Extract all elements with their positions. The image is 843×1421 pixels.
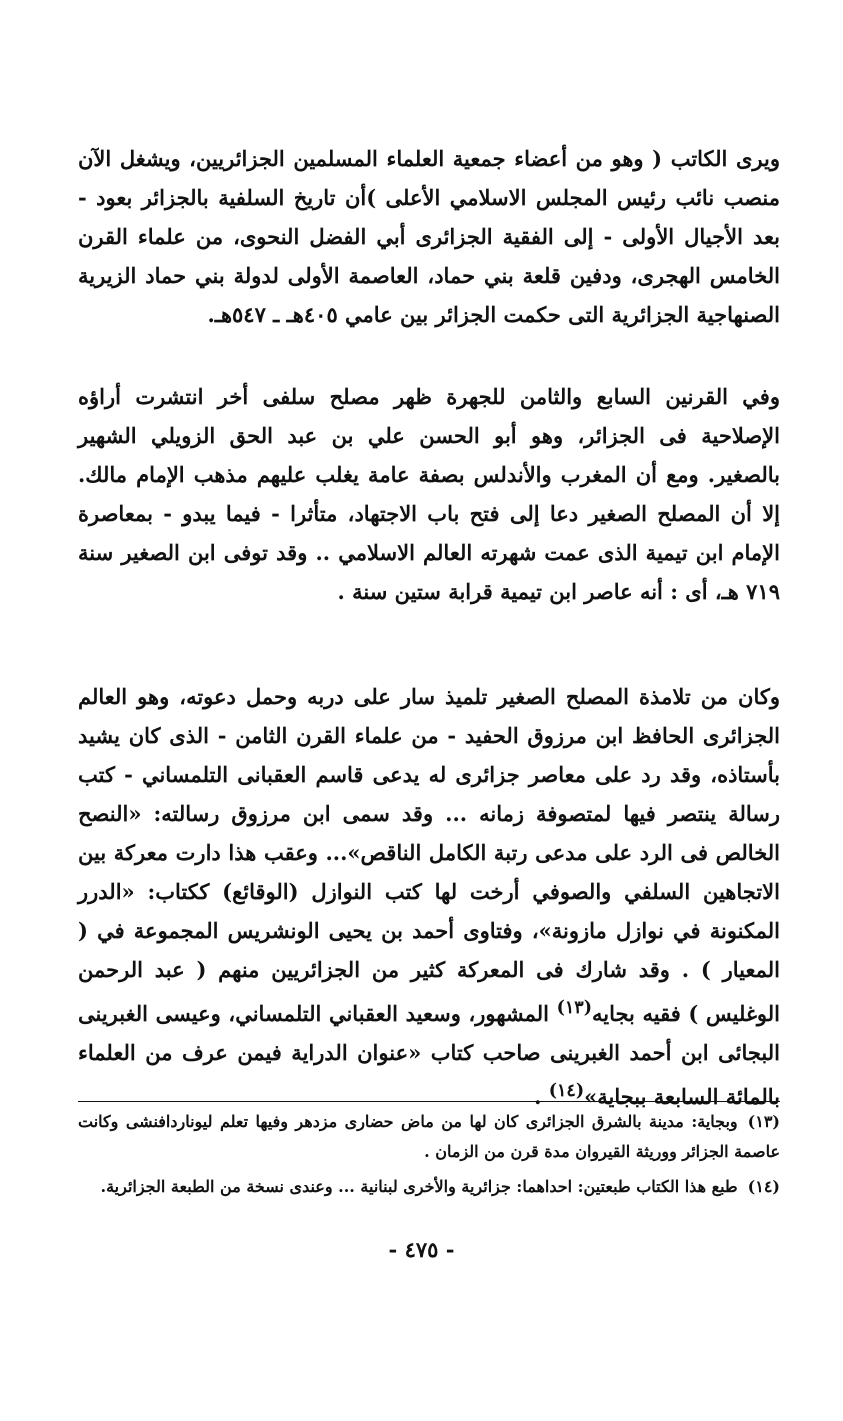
- footnote-text: طبع هذا الكتاب طبعتين: احداهما: جزائرية والأخرى لبنانية ... وعندى نسخة من الطبعة الجزائرية.: [100, 1177, 738, 1196]
- paragraph-3-end: .: [534, 1084, 549, 1109]
- footnote-14: [78, 1172, 780, 1202]
- paragraph-3-text: وكان من تلامذة المصلح الصغير تلميذ سار على دربه وحمل دعوته، وهو العالم الجزائرى الحافظ ابن مرزوق الحفيد - من علماء القرن الثامن - الذى كان يشيد بأستاذه، وقد رد على معاصر جزائرى له يدعى قاسم العقبانى التلمساني - كتب رسالة ينتصر فيها لمتصوفة زمانه ... وقد سمى ابن مرزوق رسالته: «النصح الخالص فى الرد على مدعى رتبة الكامل الناقص»... وعقب هذا دارت معركة بين الاتجاهين السلفي والصوفي أرخت لها كتب النوازل (الوقائع) ككتاب: «الدرر المكنونة في نوازل مازونة»، وفتاوى أحمد بن يحيى الونشريس المجموعة في ( المعيار ) . وقد شارك فى المعركة كثير من الجزائريين منهم ( عبد الرحمن الوغليس ) فقيه بجايه: [78, 684, 781, 1026]
- footnote-number: (١٤): [747, 1177, 780, 1196]
- footnote-number: (١٣): [747, 1112, 780, 1131]
- footnote-13: [78, 1107, 780, 1167]
- paragraph-3-continued: المشهور، وسعيد العقباني التلمساني، وعيسى الغبرينى البجائى ابن أحمد الغبرينى صاحب كتاب «عنوان الدراية فيمن عرف من العلماء بالمائة السابعة ببجاية»: [78, 1001, 780, 1109]
- page-number: - ٤٧٥ -: [388, 1237, 455, 1262]
- footnote-text: وبجاية: مدينة بالشرق الجزائرى كان لها من ماض حضارى مزدهر وفيها تعلم ليوناردافنشى وكانت عاصمة الجزائر ووريثة القيروان مدة قرن من الزمان .: [78, 1112, 780, 1161]
- footnote-ref-14[interactable]: (١٤): [548, 1081, 585, 1101]
- paragraph-3: [78, 677, 780, 1116]
- footnote-divider: [78, 1101, 780, 1102]
- paragraph-1: ويرى الكاتب ( وهو من أعضاء جمعية العلماء المسلمين الجزائريين، ويشغل الآن منصب نائب رئيس المجلس الاسلامي الأعلى )أن تاريخ السلفية بالجزائر بعود - بعد الأجيال الأولى - إلى الفقية الجزائرى أبي الفضل النحوى، من علماء القرن الخامس الهجرى، ودفين قلعة بني حماد، العاصمة الأولى لدولة بني حماد الزيرية الصنهاجية الجزائرية التى حكمت الجزائر بين عامي ٤٠٥هـ ـ ٥٤٧هـ.: [78, 146, 780, 327]
- footnote-ref-13[interactable]: (١٣): [556, 998, 592, 1018]
- paragraph-2: وفي القرنين السابع والثامن للجهرة ظهر مصلح سلفى أخر انتشرت أراؤه الإصلاحية فى الجزائر، وهو أبو الحسن علي بن عبد الحق الزويلي الشهير بالصغير. ومع أن المغرب والأندلس بصفة عامة يغلب عليهم مذهب الإمام مالك. إلا أن المصلح الصغير دعا إلى فتح باب الاجتهاد، متأثرا - فيما يبدو - بمعاصرة الإمام ابن تيمية الذى عمت شهرته العالم الاسلامي .. وقد توفى ابن الصغير سنة ٧١٩ هـ، أى : أنه عاصر ابن تيمية قرابة ستين سنة .: [78, 384, 780, 604]
